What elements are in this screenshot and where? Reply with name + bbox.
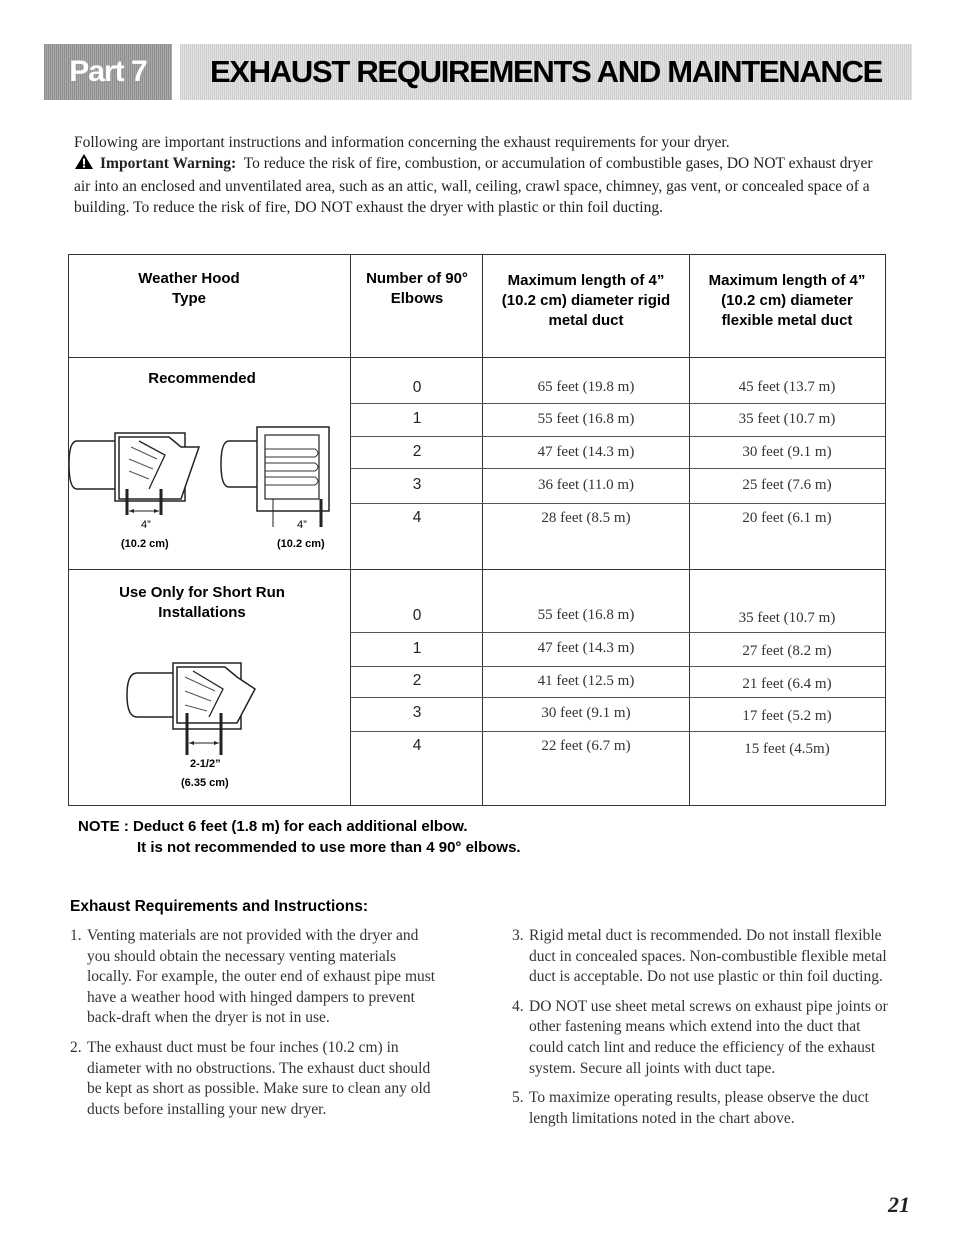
table-cell: 28 feet (8.5 m) [541,510,631,526]
vent-length-table [68,254,886,806]
item-number: 5. [512,1089,524,1107]
table-cell: 47 feet (14.3 m) [537,444,635,460]
dim-right-inches: 4” [297,519,307,531]
table-cell: 15 feet (4.5m) [744,741,830,757]
table-cell: 1 [412,410,422,427]
table-cell: 30 feet (9.1 m) [742,444,832,460]
table-cell: 41 feet (12.5 m) [537,673,635,689]
list-item [512,1088,892,1129]
table-cell: 17 feet (5.2 m) [742,708,832,724]
table-cell: 55 feet (16.8 m) [537,607,635,623]
list-item [70,1038,442,1120]
table-cell: 4 [412,509,422,526]
dim-left-inches: 4” [141,519,151,531]
table-cell: 21 feet (6.4 m) [742,676,832,692]
list-item [512,926,892,988]
warning-label: Important Warning: [100,155,237,172]
table-divider [350,666,885,667]
table-cell: 0 [412,607,422,624]
header-hood-type [69,269,309,309]
dim-left-cm: (10.2 cm) [121,538,169,550]
table-cell: 1 [412,640,422,657]
table-divider [482,255,483,805]
table-divider [350,632,885,633]
table-cell: 4 [412,737,422,754]
table-divider [69,357,885,358]
section-title-text: Installations [158,604,246,621]
table-cell: 20 feet (6.1 m) [742,510,832,526]
part-label: Part 7 [44,44,172,100]
list-item [70,926,442,1029]
warning-icon [74,153,94,176]
recommended-title: Recommended [148,370,256,387]
table-cell: 3 [412,476,422,493]
table-divider [350,255,351,805]
table-divider [350,731,885,732]
table-cell: 55 feet (16.8 m) [537,411,635,427]
note-line: It is not recommended to use more than 4 90° elbows. [137,839,521,856]
instructions-right-column [512,926,892,1138]
dim-short-cm: (6.35 cm) [181,777,229,789]
table-cell: 27 feet (8.2 m) [742,643,832,659]
item-number: 4. [512,997,524,1015]
table-cell: 47 feet (14.3 m) [537,640,635,656]
item-number: 3. [512,927,524,944]
header-text: (10.2 cm) diameter rigid [501,292,671,309]
table-cell: 25 feet (7.6 m) [742,477,832,493]
table-cell: 2 [412,443,422,460]
intro-text: Following are important instructions and information concerning the exhaust requirements for your dryer. [74,134,730,151]
louvered-hood-illustration [69,419,219,519]
header-text: Type [172,290,206,307]
header-text: flexible metal duct [721,312,853,329]
instructions-left-column [70,926,442,1129]
table-cell: 0 [412,379,422,396]
table-divider [69,569,885,570]
page-title: EXHAUST REQUIREMENTS AND MAINTENANCE [180,44,912,100]
item-text: To maximize operating results, please observe the duct length limitations noted in the chart above. [529,1089,869,1127]
note-line: NOTE : Deduct 6 feet (1.8 m) for each additional elbow. [78,818,468,835]
table-cell: 45 feet (13.7 m) [738,379,836,395]
table-divider [350,436,885,437]
table-cell: 22 feet (6.7 m) [541,738,631,754]
dim-right-cm: (10.2 cm) [277,538,325,550]
box-hood-illustration [217,419,337,529]
warning-text: To reduce the risk of fire, combustion, or accumulation of combustible gases, DO NOT exhaust dryer air into an enclosed and unventilated area, such as an attic, wall, ceiling, crawl space, chimney, gas vent, or concealed space of a building. To reduce the risk of fire, DO NOT exhaust the dryer with plastic or thin foil ducting. [74,155,873,216]
header-text: Maximum length of 4” [507,272,665,289]
instructions-heading: Exhaust Requirements and Instructions: [70,898,368,915]
header-text: Maximum length of 4” [708,272,866,289]
table-cell: 2 [412,672,422,689]
warning-paragraph [74,153,886,218]
header-rigid-duct [483,271,689,331]
elbow-note [78,816,898,858]
header-flexible-duct [689,271,885,331]
intro-block [74,132,886,218]
item-text: DO NOT use sheet metal screws on exhaust pipe joints or other fastening means which extend into the duct that could catch lint and reduce the efficiency of the exhaust system. Secure all joints with duct tape. [529,997,888,1077]
table-cell: 35 feet (10.7 m) [738,411,836,427]
item-number: 2. [70,1038,82,1056]
page-number: 21 [888,1192,910,1217]
table-divider [350,503,885,504]
short-run-title [69,583,335,623]
table-cell: 35 feet (10.7 m) [738,610,836,626]
header-text: Number of 90° [366,270,468,287]
table-cell: 3 [412,704,422,721]
table-cell: 30 feet (9.1 m) [541,705,631,721]
item-text: Venting materials are not provided with the dryer and you should obtain the necessary venting materials locally. For example, the outer end of exhaust pipe must have a weather hood with hinged dampers to prevent back-draft when the dryer is not in use. [87,927,436,1027]
header-text: Elbows [390,290,444,307]
item-number: 1. [70,927,82,944]
dim-short-inches: 2-1/2” [190,758,221,770]
item-text: The exhaust duct must be four inches (10.2 cm) in diameter with no obstructions. The exhaust duct should be kept as short as possible. Make sure to clean any old ducts before installing your new dryer. [87,1038,431,1118]
short-run-hood-illustration [119,651,279,761]
section-title-text: Use Only for Short Run [119,584,285,601]
table-cell: 65 feet (19.8 m) [537,379,635,395]
header-text: metal duct [548,312,624,329]
table-cell: 36 feet (11.0 m) [537,477,635,493]
table-divider [350,697,885,698]
header-elbows [351,269,483,309]
header-text: (10.2 cm) diameter [721,292,853,309]
table-divider [350,403,885,404]
list-item [512,997,892,1079]
table-divider [350,468,885,469]
item-text: Rigid metal duct is recommended. Do not install flexible duct in concealed spaces. Non-combustible flexible metal duct is acceptable. Do not use plastic or thin foil ducting. [529,927,887,986]
header-text: Weather Hood [138,270,240,287]
